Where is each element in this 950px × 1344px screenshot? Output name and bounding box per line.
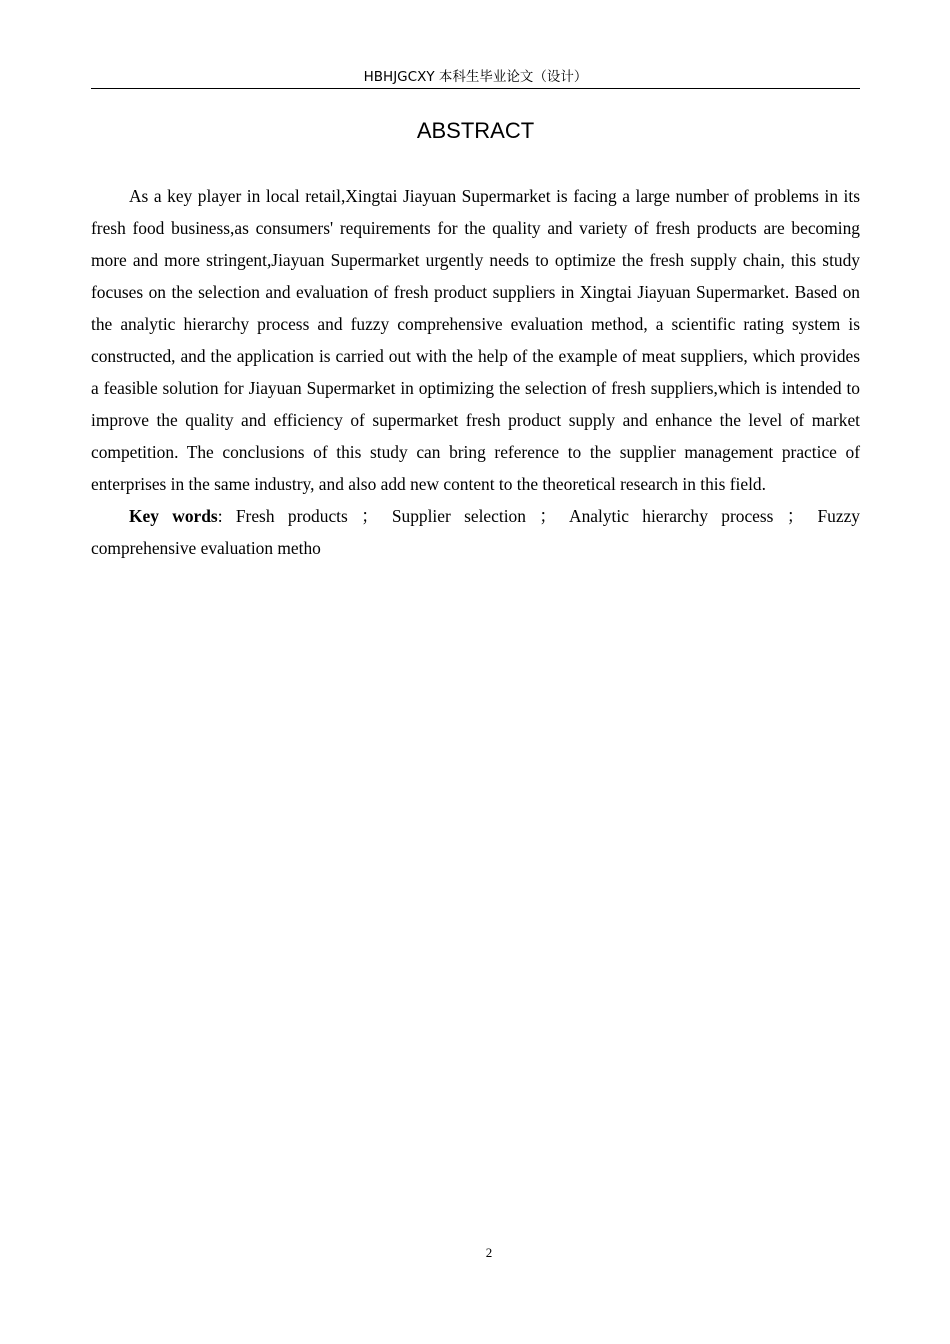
keywords-paragraph <box>91 500 860 564</box>
abstract-title: ABSTRACT <box>416 118 535 143</box>
abstract-paragraph: As a key player in local retail,Xingtai Jiayuan Supermarket is facing a large number of problems in its fresh food business,as consumers' requirements for the quality and variety of fresh products are becoming more and more stringent,Jiayuan Supermarket urgently needs to optimize the fresh supply chain, this study focuses on the selection and evaluation of fresh product suppliers in Xingtai Jiayuan Supermarket. Based on the analytic hierarchy process and fuzzy comprehensive evaluation method, a scientific rating system is constructed, and the application is carried out with the help of the example of meat suppliers, which provides a feasible solution for Jiayuan Supermarket in optimizing the selection of fresh suppliers,which is intended to improve the quality and efficiency of supermarket fresh product supply and enhance the level of market competition. The conclusions of this study can bring reference to the supplier management practice of enterprises in the same industry, and also add new content to the theoretical research in this field. <box>91 186 860 494</box>
keywords-label: Key words <box>129 506 218 526</box>
header-divider <box>91 88 860 89</box>
keywords-list: : Fresh products ； Supplier selection ； Analytic hierarchy process ； Fuzzy comprehensive evaluation metho <box>91 506 860 558</box>
abstract-body-block <box>91 180 860 564</box>
running-header: HBHJGCXY 本科生毕业论文（设计） <box>363 69 588 85</box>
page-number: 2 <box>485 1245 493 1260</box>
